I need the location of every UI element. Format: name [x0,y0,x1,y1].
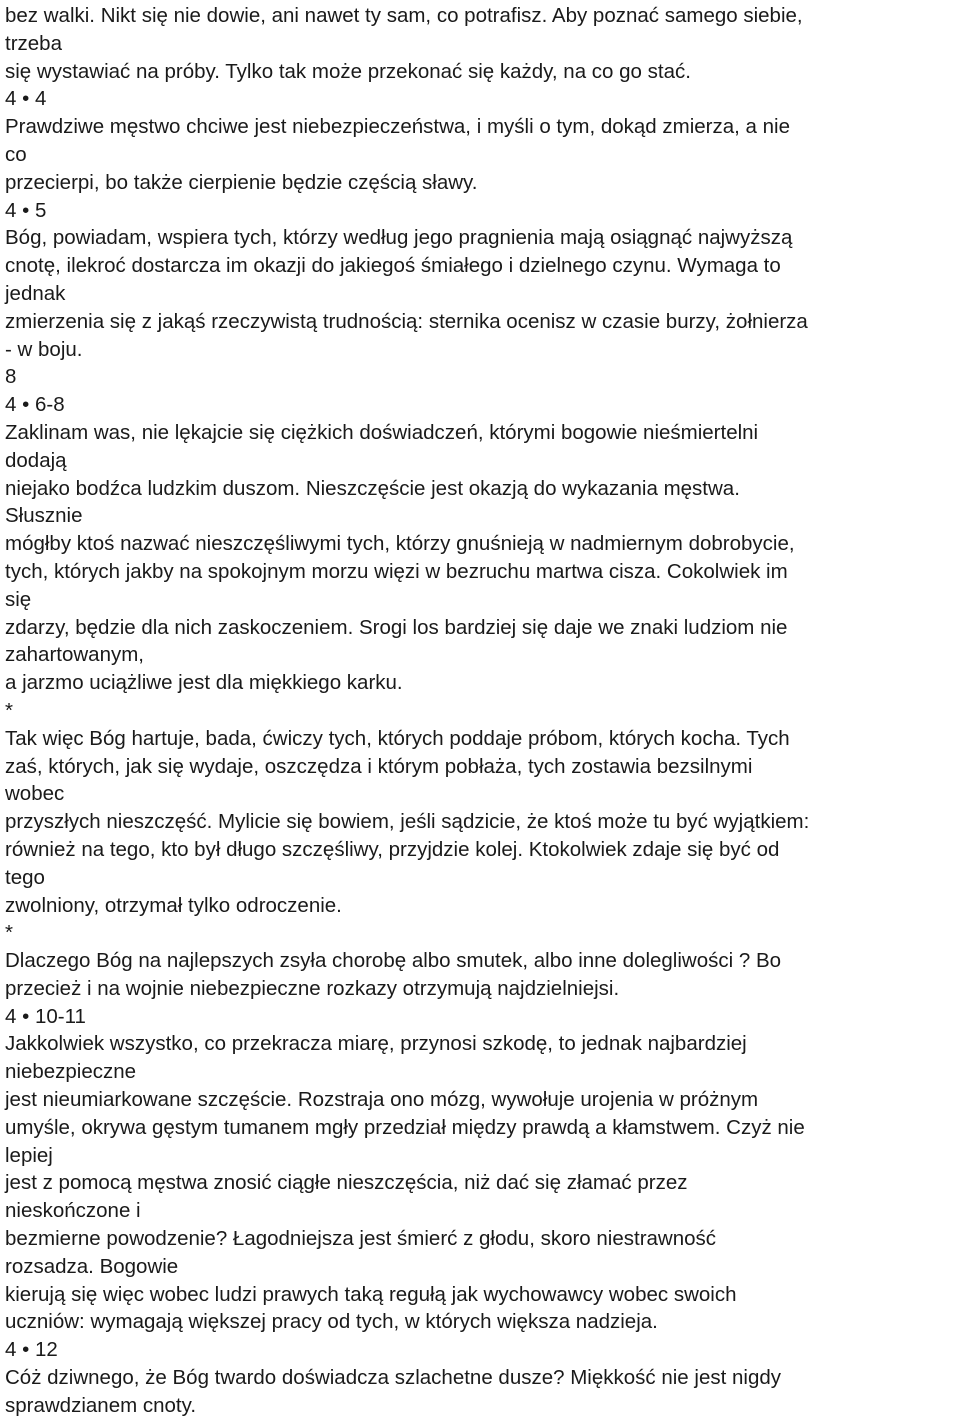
text-line: Cóż dziwnego, że Bóg twardo doświadcza szlachetne dusze? Miękkość nie jest nigdy [5,1366,781,1390]
text-line: uczniów: wymagają większej pracy od tych, w których większa nadzieja. [5,1310,658,1334]
text-line: kierują się więc wobec ludzi prawych taką regułą jak wychowawcy wobec swoich [5,1282,737,1306]
text-line: mógłby ktoś nazwać nieszczęśliwymi tych, którzy gnuśnieją w nadmiernym dobrobycie, [5,532,795,556]
text-line: zdarzy, będzie dla nich zaskoczeniem. Srogi los bardziej się daje we znaki ludziom nie [5,615,788,639]
section-reference: 4 • 5 [5,198,47,222]
text-line: Tak więc Bóg hartuje, bada, ćwiczy tych, których poddaje próbom, których kocha. Tych [5,726,790,750]
section-reference: 4 • 6-8 [5,393,65,417]
separator-asterisk: * [5,698,13,722]
page-number: 8 [5,365,17,389]
text-line: zaś, których, jak się wydaje, oszczędza i którym pobłaża, tych zostawia bezsilnymi [5,754,753,778]
text-line: - w boju. [5,337,83,361]
text-line: trzeba [5,31,62,55]
text-line: niejako bodźca ludzkim duszom. Nieszczęście jest okazją do wykazania męstwa. [5,476,740,500]
text-line: niebezpieczne [5,1060,137,1084]
text-line: lepiej [5,1143,53,1167]
text-line: zwolniony, otrzymał tylko odroczenie. [5,893,342,917]
text-line: przecież i na wojnie niebezpieczne rozkazy otrzymują najdzielniejsi. [5,976,620,1000]
text-line: również na tego, kto był długo szczęśliwy, przyjdzie kolej. Ktokolwiek zdaje się być od [5,837,780,861]
text-line: tych, których jakby na spokojnym morzu więzi w bezruchu martwa cisza. Cokolwiek im [5,559,788,583]
text-line: sprawdzianem cnoty. [5,1393,197,1417]
text-line: nieskończone i [5,1199,141,1223]
text-line: Prawdziwe męstwo chciwe jest niebezpieczeństwa, i myśli o tym, dokąd zmierza, a nie [5,115,790,139]
section-reference: 4 • 12 [5,1338,58,1362]
text-line: jednak [5,281,66,305]
text-line: bezmierne powodzenie? Łagodniejsza jest śmierć z głodu, skoro niestrawność [5,1227,717,1251]
text-line: cnotę, ilekroć dostarcza im okazji do jakiegoś śmiałego i dzielnego czynu. Wymaga to [5,254,781,278]
text-line: Jakkolwiek wszystko, co przekracza miarę, przynosi szkodę, to jednak najbardziej [5,1032,747,1056]
section-reference: 4 • 4 [5,87,47,111]
text-line: Dlaczego Bóg na najlepszych zsyła chorobę albo smutek, albo inne dolegliwości ? Bo [5,949,782,973]
text-line: zmierzenia się z jakąś rzeczywistą trudnością: sternika ocenisz w czasie burzy, żołnierza [5,309,808,333]
separator-asterisk: * [5,921,13,945]
text-line: bez walki. Nikt się nie dowie, ani nawet ty sam, co potrafisz. Aby poznać samego siebie, [5,4,803,27]
text-line: a jarzmo uciążliwe jest dla miękkiego karku. [5,671,403,695]
text-line: Bóg, powiadam, wspiera tych, którzy według jego pragnienia mają osiągnąć najwyższą [5,226,793,250]
text-line: umyśle, okrywa gęstym tumanem mgły przedział między prawdą a kłamstwem. Czyż nie [5,1115,805,1139]
text-line: dodają [5,448,67,472]
text-line: tego [5,865,45,889]
text-line: przyszłych nieszczęść. Mylicie się bowiem, jeśli sądzicie, że ktoś może tu być wyjątkiem: [5,810,810,834]
text-line: się wystawiać na próby. Tylko tak może przekonać się każdy, na co go stać. [5,59,691,83]
text-line: Słusznie [5,504,83,528]
text-line: przecierpi, bo także cierpienie będzie częścią sławy. [5,170,478,194]
text-line: zahartowanym, [5,643,145,667]
section-reference: 4 • 10-11 [5,1004,86,1028]
text-line: jest z pomocą męstwa znosić ciągłe nieszczęścia, niż dać się złamać przez [5,1171,688,1195]
text-line: rozsadza. Bogowie [5,1254,179,1278]
text-line: się [5,587,32,611]
text-line: co [5,142,27,166]
text-line: jest nieumiarkowane szczęście. Rozstraja ono mózg, wywołuje urojenia w próżnym [5,1088,759,1112]
text-line: Zaklinam was, nie lękajcie się ciężkich doświadczeń, którymi bogowie nieśmiertelni [5,420,759,444]
text-line: wobec [5,782,65,806]
